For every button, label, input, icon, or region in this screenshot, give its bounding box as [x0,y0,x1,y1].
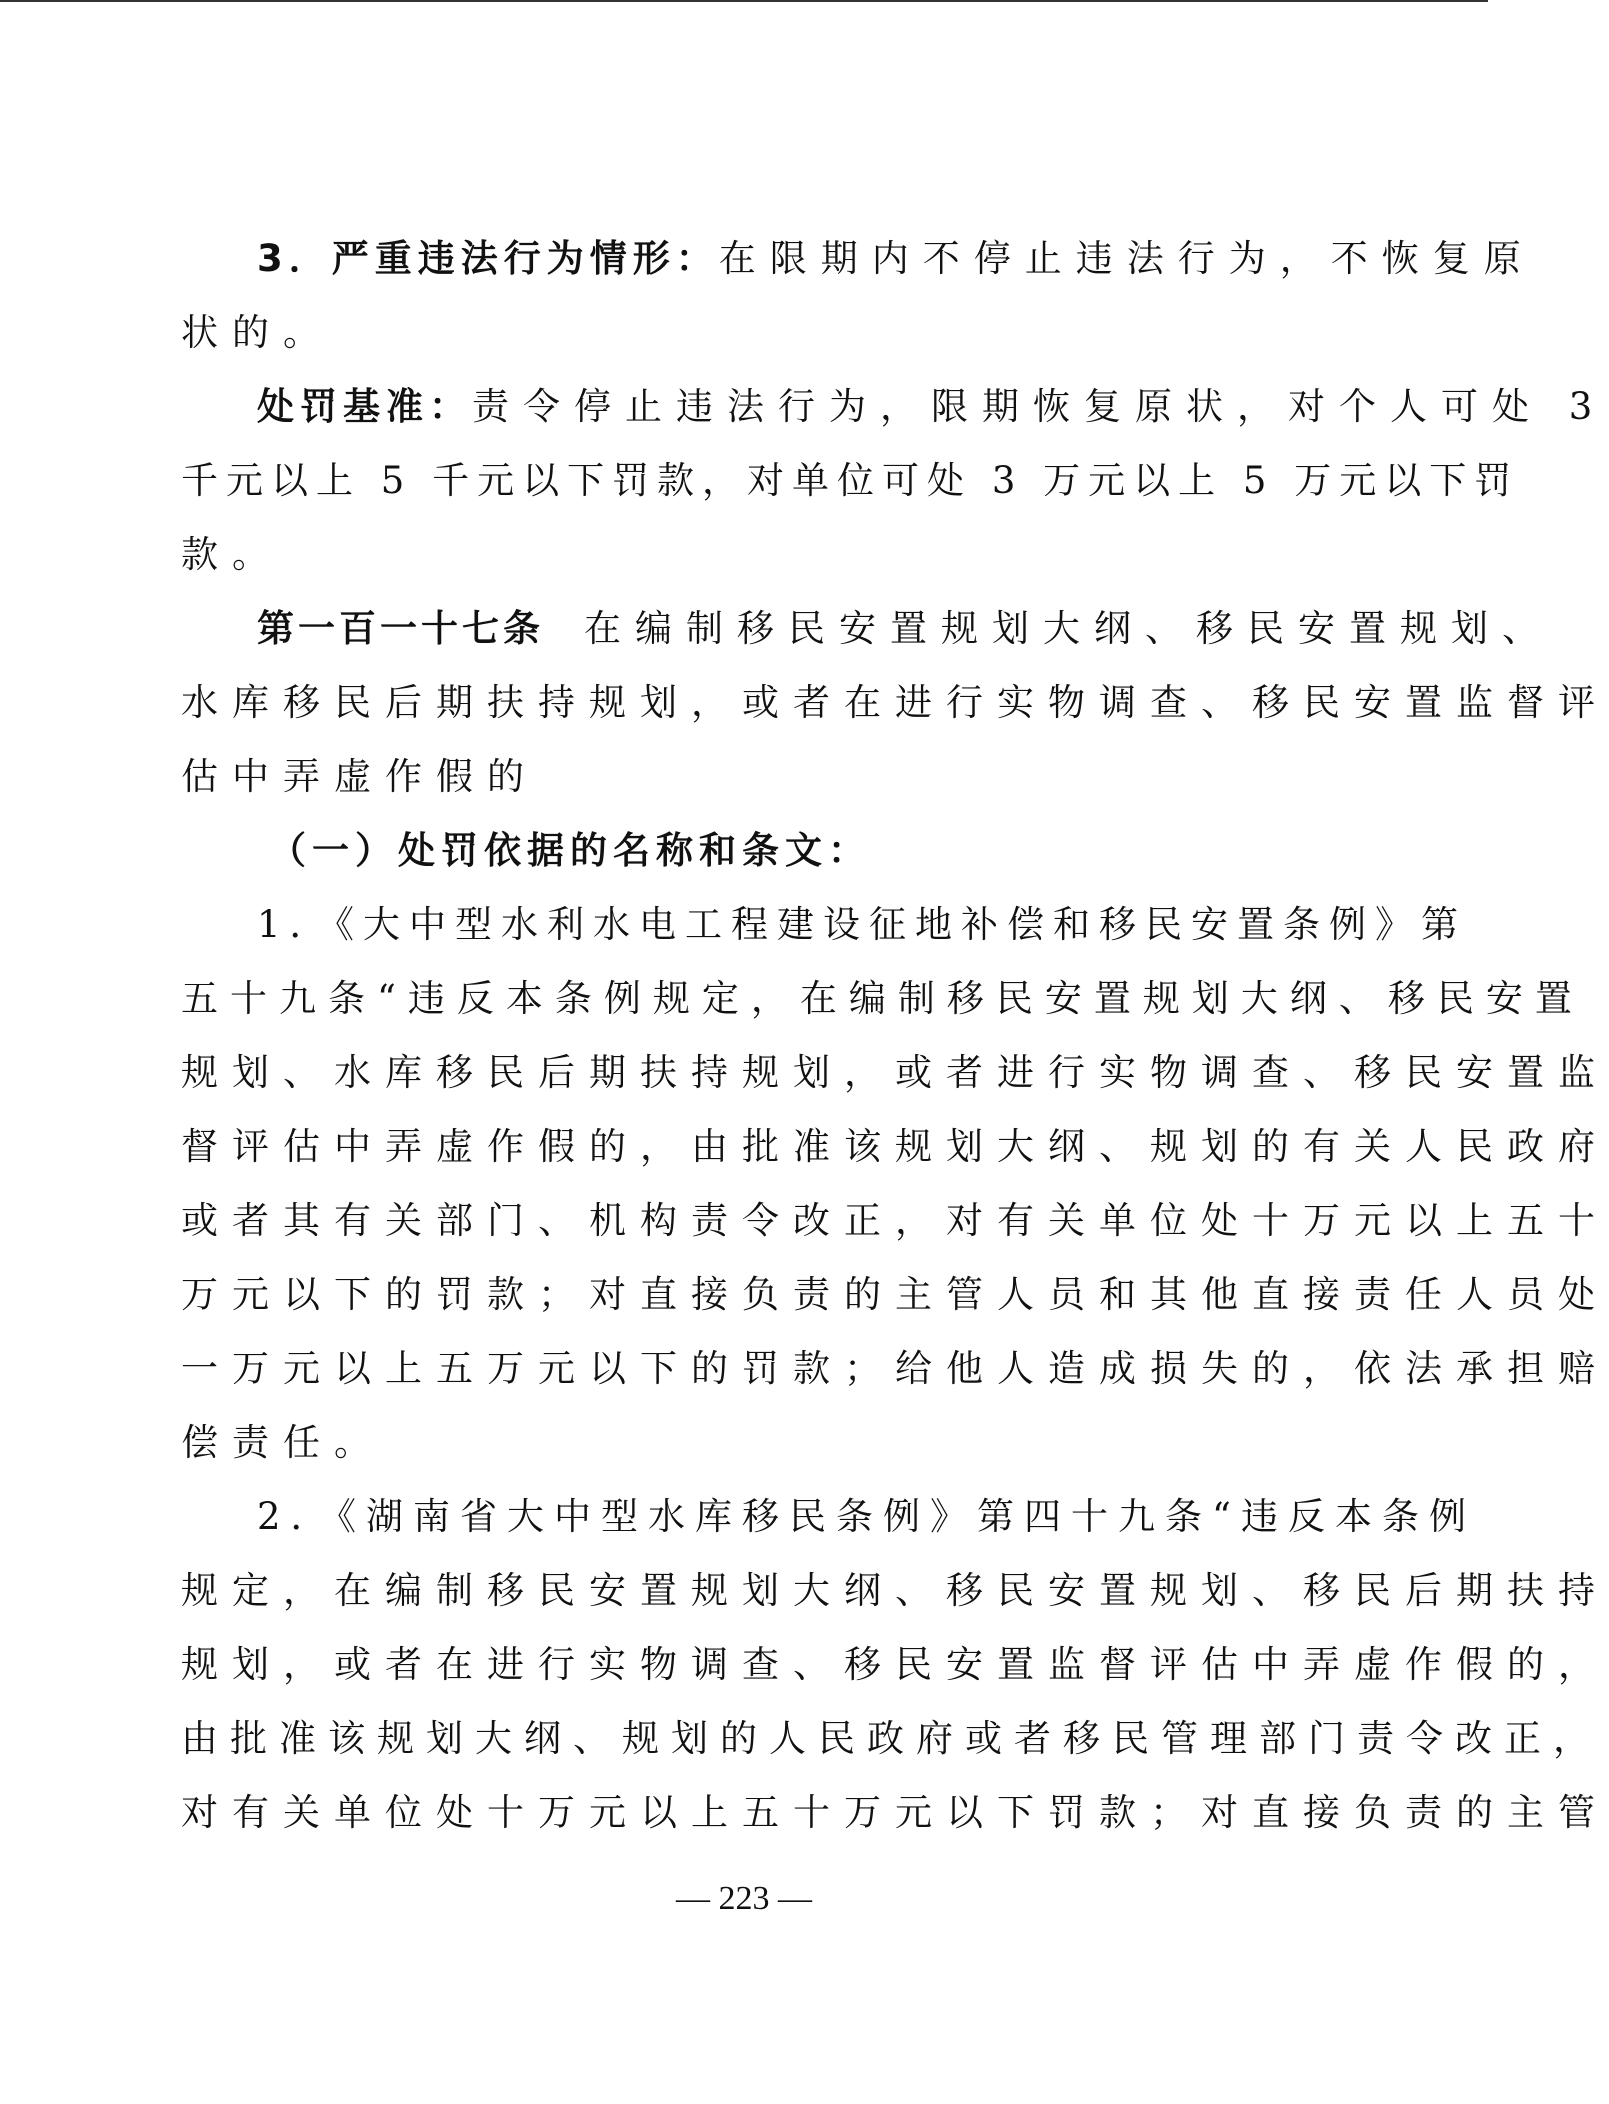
clause1-line: 偿责任。 [181,1421,385,1464]
article-line-1 [181,592,1553,666]
basis-heading: （一）处罚依据的名称和条文： [269,829,871,872]
penalty-standard-line-3: 款。 [181,533,283,576]
clause2-line: 规划，或者在进行实物调查、移民安置监督评估中弄虚作假的， [181,1643,1609,1686]
penalty-standard-line-2: 千元以上 5 千元以下罚款，对单位可处 3 万元以上 5 万元以下罚 [181,459,1520,502]
top-border [0,0,1488,2]
clause1-line: 五十九条“违反本条例规定，在编制移民安置规划大纲、移民安置 [181,977,1584,1020]
clause2-line: 2．《湖南省大中型水库移民条例》第四十九条“违反本条例 [257,1495,1476,1538]
article-text: 在编制移民安置规划大纲、移民安置规划、 [584,607,1553,650]
section3-line-2: 状的。 [181,311,334,354]
clause1-line: 一万元以上五万元以下的罚款；给他人造成损失的，依法承担赔 [181,1347,1609,1390]
article-line-3: 估中弄虚作假的 [181,755,538,798]
page-number: — 223 — [676,1880,812,1917]
section3-line-1 [181,222,1535,296]
section3-label: 3．严重违法行为情形： [257,237,719,280]
penalty-standard-text: 责令停止违法行为，限期恢复原状，对个人可处 3 [472,385,1607,428]
clause1-line: 万元以下的罚款；对直接负责的主管人员和其他直接责任人员处 [181,1273,1609,1316]
section3-text: 在限期内不停止违法行为，不恢复原 [718,237,1535,280]
penalty-standard-label: 处罚基准： [257,385,472,428]
penalty-standard-line-1 [181,370,1607,444]
document-body [181,222,1609,1850]
article-line-2: 水库移民后期扶持规划，或者在进行实物调查、移民安置监督评 [181,681,1609,724]
clause1-line: 1．《大中型水利水电工程建设征地补偿和移民安置条例》第 [257,903,1468,946]
clause2-line: 对有关单位处十万元以上五十万元以下罚款；对直接负责的主管 [181,1791,1609,1834]
clause2-line: 由批准该规划大纲、规划的人民政府或者移民管理部门责令改正， [181,1717,1602,1760]
clause2-line: 规定，在编制移民安置规划大纲、移民安置规划、移民后期扶持 [181,1569,1609,1612]
clause1-line: 规划、水库移民后期扶持规划，或者进行实物调查、移民安置监 [181,1051,1609,1094]
article-title: 第一百一十七条 [257,607,544,650]
clause1-line: 或者其有关部门、机构责令改正，对有关单位处十万元以上五十 [181,1199,1609,1242]
clause1-line: 督评估中弄虚作假的，由批准该规划大纲、规划的有关人民政府 [181,1125,1609,1168]
